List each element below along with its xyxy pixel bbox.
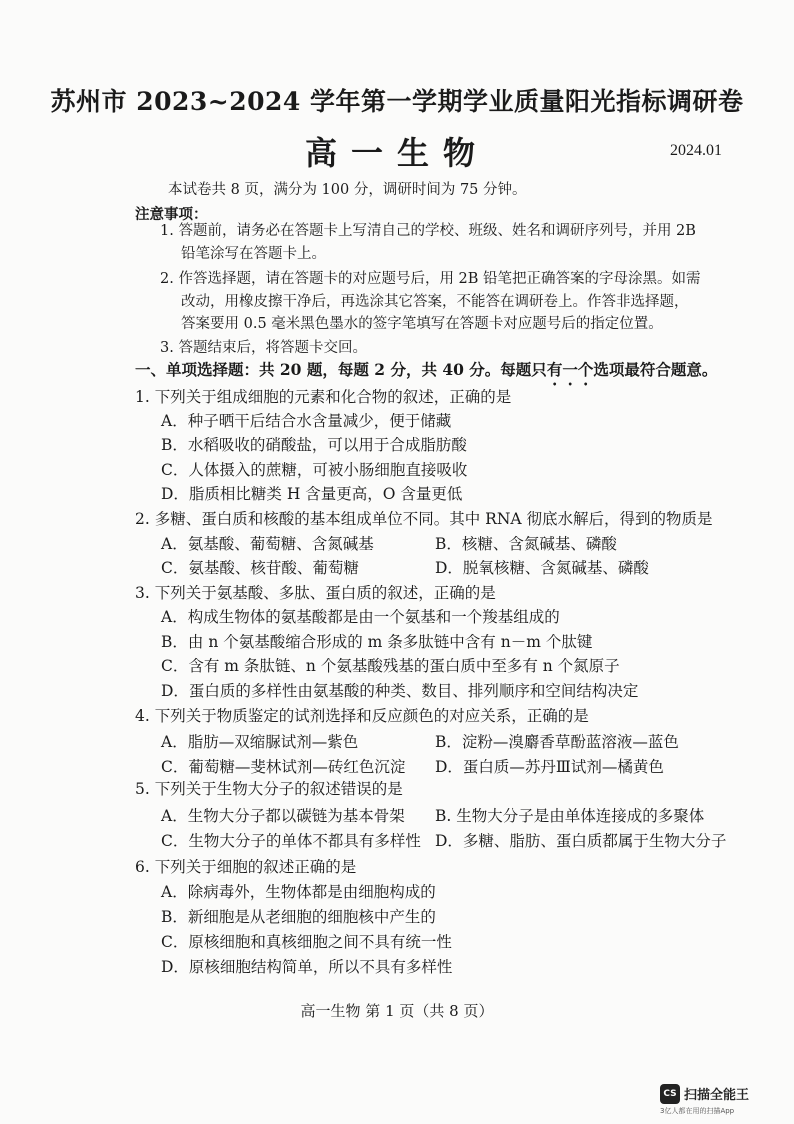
question-4-option-a: A．脂肪—双缩脲试剂—紫色 [161,733,359,751]
intro-text: 本试卷共 8 页，满分为 100 分，调研时间为 75 分钟。 [168,182,527,198]
question-6-stem: 6. 下列关于细胞的叙述正确的是 [135,858,357,876]
section-heading-emphasis: 有一个 [546,360,594,379]
question-6-option-c: C．原核细胞和真核细胞之间不具有统一性 [161,933,452,951]
question-1-stem: 1. 下列关于组成细胞的元素和化合物的叙述，正确的是 [135,388,512,406]
question-5-stem: 5. 下列关于生物大分子的叙述错误的是 [135,780,403,798]
scanner-watermark [660,1082,778,1115]
question-4-option-c: C．葡萄糖—斐林试剂—砖红色沉淀 [161,758,406,776]
question-6-option-b: B．新细胞是从老细胞的细胞核中产生的 [161,908,436,926]
question-4-stem: 4. 下列关于物质鉴定的试剂选择和反应颜色的对应关系，正确的是 [135,707,589,725]
question-3-option-c: C．含有 m 条肽链、n 个氨基酸残基的蛋白质中至多有 n 个氮原子 [161,657,620,675]
question-1-option-a: A．种子晒干后结合水含量减少，便于储藏 [161,412,452,430]
question-3-option-b: B．由 n 个氨基酸缩合形成的 m 条多肽链中含有 n－m 个肽键 [161,633,593,651]
note-2-line2: 改动，用橡皮擦干净后，再选涂其它答案，不能答在调研卷上。作答非选择题， [181,294,689,310]
question-4-option-d: D．蛋白质—苏丹Ⅲ试剂—橘黄色 [435,758,664,776]
notes-heading: 注意事项： [135,206,208,223]
question-1-option-b: B．水稻吸收的硝酸盐，可以用于合成脂肪酸 [161,436,467,454]
exam-date: 2024.01 [670,142,722,159]
note-1-line1: 1. 答题前，请务必在答题卡上写清自己的学校、班级、姓名和调研序列号，并用 2B [160,223,696,239]
question-5-option-b: B. 生物大分子是由单体连接成的多聚体 [435,807,705,825]
question-2-option-d: D．脱氧核糖、含氮碱基、磷酸 [435,559,649,577]
note-2-line1: 2. 作答选择题，请在答题卡的对应题号后，用 2B 铅笔把正确答案的字母涂黑。如需 [160,271,701,287]
watermark-name: 扫描全能王 [684,1088,750,1103]
note-3-line1: 3. 答题结束后，将答题卡交回。 [160,340,367,356]
section-heading-suffix: 选项最符合题意。 [593,360,718,379]
question-6-option-d: D．原核细胞结构简单，所以不具有多样性 [161,958,453,976]
question-5-option-c: C．生物大分子的单体不都具有多样性 [161,832,421,850]
question-4-option-b: B．淀粉—溴麝香草酚蓝溶液—蓝色 [435,733,679,751]
note-1-line2: 铅笔涂写在答题卡上。 [181,246,326,262]
question-3-stem: 3. 下列关于氨基酸、多肽、蛋白质的叙述，正确的是 [135,584,496,602]
question-6-option-a: A．除病毒外，生物体都是由细胞构成的 [161,883,436,901]
exam-title: 苏州市 2023~2024 学年第一学期学业质量阳光指标调研卷 [50,87,744,116]
section-heading [135,360,717,389]
question-5-option-d: D．多糖、脂肪、蛋白质都属于生物大分子 [435,832,727,850]
subject-title: 高一生物 [304,134,489,172]
question-3-option-d: D．蛋白质的多样性由氨基酸的种类、数目、排列顺序和空间结构决定 [161,682,639,700]
watermark-tagline: 3亿人都在用的扫描App [660,1107,735,1115]
question-2-stem: 2. 多糖、蛋白质和核酸的基本组成单位不同。其中 RNA 彻底水解后，得到的物质是 [135,510,713,528]
section-heading-prefix: 一、单项选择题：共 20 题，每题 2 分，共 40 分。每题只 [135,360,547,379]
note-2-line3: 答案要用 0.5 毫米黑色墨水的签字笔填写在答题卡对应题号后的指定位置。 [181,316,663,332]
question-2-option-a: A．氨基酸、葡萄糖、含氮碱基 [161,535,374,553]
question-1-option-d: D．脂质相比糖类 H 含量更高，O 含量更低 [161,485,463,503]
question-1-option-c: C．人体摄入的蔗糖，可被小肠细胞直接吸收 [161,461,468,479]
question-3-option-a: A．构成生物体的氨基酸都是由一个氨基和一个羧基组成的 [161,608,560,626]
question-2-option-b: B．核糖、含氮碱基、磷酸 [435,535,617,553]
page-footer: 高一生物 第 1 页（共 8 页） [300,1002,494,1020]
camscanner-logo-icon: CS [660,1084,680,1104]
question-2-option-c: C．氨基酸、核苷酸、葡萄糖 [161,559,359,577]
question-5-option-a: A．生物大分子都以碳链为基本骨架 [161,807,405,825]
